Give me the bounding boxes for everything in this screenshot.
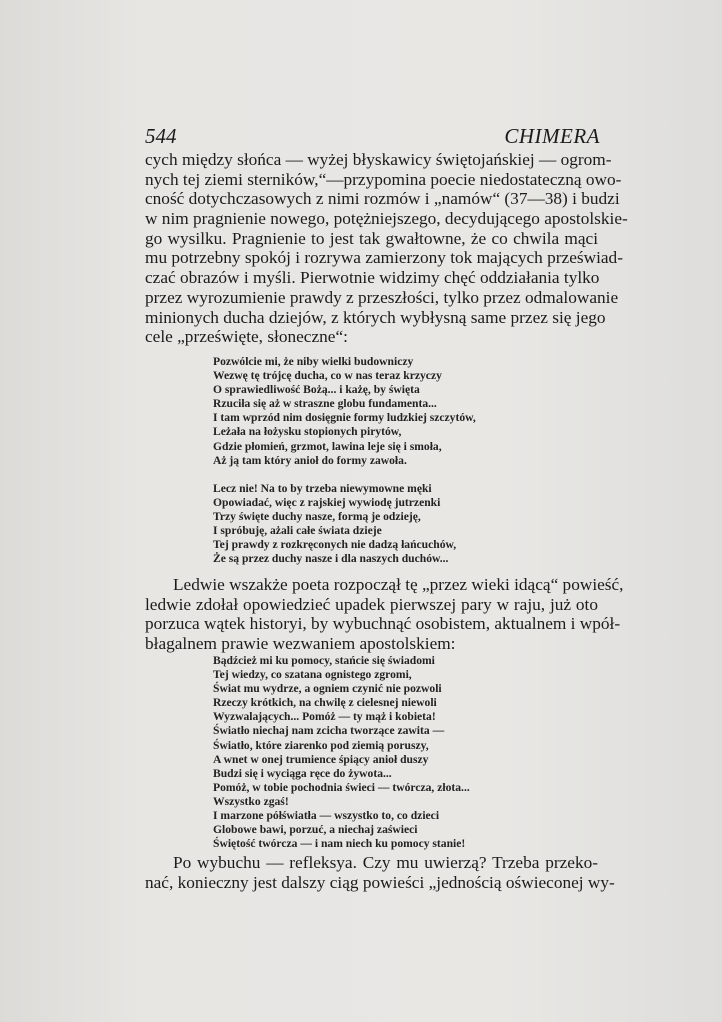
text-line: Po wybuchu — refleksya. Czy mu uwierzą? Trzeba przeko-	[173, 853, 598, 872]
text-line: cele „prześwięte, słoneczne“:	[145, 327, 348, 347]
verse-line: Wezwę tę trójcę ducha, co w nas teraz krzyczy	[213, 369, 442, 383]
verse-line: Aż ją tam który anioł do formy zawoła.	[213, 453, 407, 467]
text-line: czać obrazów i myśli. Pierwotnie widzimy chęć oddziałania tylko	[145, 268, 600, 288]
verse-line: Pozwólcie mi, że niby wielki budowniczy	[213, 355, 414, 368]
text-line: nać, konieczny jest dalszy ciąg powieści „jednością oświeconej wy-	[145, 872, 615, 892]
text-line: w nim pragnienie nowego, potężniejszego, decydującego apostolskie-	[145, 209, 628, 229]
text-line: cność dotychczasowych z nimi rozmów i „namów“ (37—38) i budzi	[145, 189, 620, 209]
poem-quote-1	[213, 355, 476, 566]
paragraph-1	[145, 150, 628, 347]
verse-line: Globowe bawi, porzuć, a niechaj zaświeci	[213, 823, 418, 837]
verse-line: Świat mu wydrze, a ogniem czynić nie pozwoli	[213, 682, 442, 696]
verse-line: Rzeczy krótkich, na chwilę z cielesnej niewoli	[213, 696, 437, 710]
verse-line: Leżała na łożysku stopionych pirytów,	[213, 425, 402, 439]
verse-line: Tej wiedzy, co szatana ognistego zgromi,	[213, 668, 412, 682]
verse-line: Rzuciła się aż w straszne globu fundamenta...	[213, 397, 437, 411]
running-header	[145, 124, 600, 150]
verse-line: Lecz nie! Na to by trzeba niewymowne męki	[213, 481, 432, 495]
verse-line: Wszystko zgaś!	[213, 794, 289, 808]
text-line: nych tej ziemi sterników,“—przypomina poecie niedostateczną owo-	[145, 169, 622, 189]
verse-line: Światło niechaj nam zcicha tworzące zawita —	[213, 724, 445, 738]
verse-line: Wyzwalających... Pomóż — ty mąż i kobieta!	[213, 710, 436, 724]
verse-line: I tam wprzód nim dosięgnie formy ludzkiej szczytów,	[213, 411, 476, 425]
verse-line: A wnet w onej trumience śpiący anioł duszy	[213, 752, 429, 766]
journal-title: CHIMERA	[504, 124, 600, 148]
poem-quote-2	[213, 654, 470, 851]
text-line: cych między słońca — wyżej błyskawicy świętojańskiej — ogrom-	[145, 150, 612, 169]
page-number: 544	[145, 124, 177, 148]
verse-line: Światło, które ziarenko pod ziemią poruszy,	[213, 738, 429, 752]
verse-line: Pomóż, w tobie pochodnia świeci — twórcza, złota...	[213, 780, 470, 794]
text-line: ledwie zdołał opowiedzieć upadek pierwszej pary w raju, już oto	[145, 594, 598, 614]
text-line: go wysilku. Pragnienie to jest tak gwałtowne, że co chwila mąci	[145, 228, 598, 248]
stanza-break	[213, 468, 476, 482]
paragraph-2	[145, 575, 624, 654]
text-line: Ledwie wszakże poeta rozpoczął tę „przez wieki idącą“ powieść,	[173, 575, 624, 594]
paragraph-3	[145, 853, 615, 892]
text-line: przez wyrozumienie prawdy z przeszłości, tylko przez odmalowanie	[145, 287, 619, 307]
verse-line: O sprawiedliwość Bożą... i każę, by święta	[213, 383, 420, 397]
text-line: porzuca wątek historyi, by wybuchnąć osobistem, aktualnem i wpół-	[145, 614, 621, 634]
verse-line: Świętość twórcza — i nam niech ku pomocy stanie!	[213, 837, 466, 851]
verse-line: I spróbuję, ażali całe świata dzieje	[213, 524, 382, 538]
text-line: minionych ducha dziejów, z których wybłysną same przez się jego	[145, 307, 606, 327]
verse-line: Że są przez duchy nasze i dla naszych duchów...	[213, 552, 449, 566]
verse-line: Opowiadać, więc z rajskiej wywiodę jutrzenki	[213, 495, 441, 509]
text-line: błagalnem prawie wezwaniem apostolskiem:	[145, 634, 456, 654]
text-line: mu potrzebny spokój i rozrywa zamierzony tok mających przeświad-	[145, 248, 623, 268]
verse-line: I marzone półświatła — wszystko to, co dzieci	[213, 809, 440, 823]
verse-line: Budzi się i wyciąga ręce do żywota...	[213, 766, 392, 780]
verse-line: Gdzie płomień, grzmot, lawina leje się i smoła,	[213, 439, 442, 453]
verse-line: Trzy święte duchy nasze, formą je odzieję,	[213, 509, 421, 523]
verse-line: Bądźcież mi ku pomocy, stańcie się świadomi	[213, 654, 435, 667]
verse-line: Tej prawdy z rozkręconych nie dadzą łańcuchów,	[213, 538, 457, 552]
